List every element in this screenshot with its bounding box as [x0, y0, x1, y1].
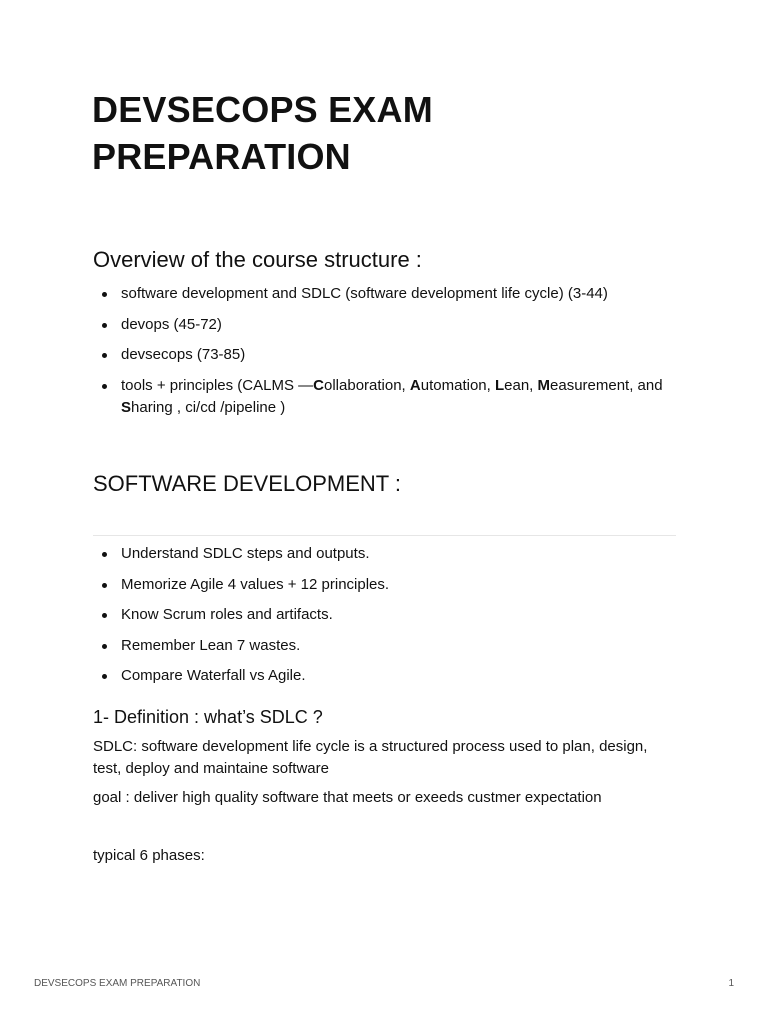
- tools-principles-text: [121, 377, 663, 416]
- page-title: DEVSECOPS EXAM PREPARATION: [92, 89, 433, 177]
- bullet-icon: [102, 552, 107, 557]
- list-item-text: devsecops (73-85): [121, 346, 246, 364]
- calms-a-letter: A: [409, 376, 421, 394]
- goal-paragraph: goal : deliver high quality software that meets or exeeds custmer expectation: [93, 789, 602, 806]
- bullet-icon: [102, 384, 107, 389]
- footer-title: DEVSECOPS EXAM PREPARATION: [34, 978, 201, 989]
- page-number: 1: [728, 978, 734, 989]
- list-item-text: Understand SDLC steps and outputs.: [121, 545, 370, 562]
- list-item: [93, 574, 673, 596]
- bullet-icon: [102, 674, 107, 679]
- calms-m-rest: easurement, and: [550, 376, 663, 394]
- list-item: [93, 604, 673, 626]
- list-item: [93, 344, 673, 366]
- calms-l-letter: L: [494, 376, 505, 394]
- list-item: [93, 635, 673, 657]
- phases-paragraph: typical 6 phases:: [93, 847, 205, 864]
- bullet-icon: [102, 613, 107, 618]
- list-item: [93, 283, 673, 305]
- list-item-text: Memorize Agile 4 values + 12 principles.: [121, 575, 390, 593]
- tools-prefix: tools + principles (CALMS —: [121, 376, 314, 394]
- bullet-icon: [102, 583, 107, 588]
- list-item: [93, 543, 673, 565]
- list-item-text: Compare Waterfall vs Agile.: [121, 667, 306, 685]
- calms-l-rest: ean,: [504, 376, 538, 394]
- calms-m-letter: M: [537, 376, 551, 394]
- bullet-icon: [102, 323, 107, 328]
- bullet-icon: [102, 292, 107, 297]
- list-item-text: Remember Lean 7 wastes.: [121, 636, 301, 654]
- list-item: [93, 314, 673, 336]
- list-item-text: software development and SDLC (software development life cycle) (3-44): [121, 285, 608, 302]
- list-item: [93, 375, 673, 419]
- overview-heading: Overview of the course structure :: [93, 247, 422, 272]
- sdlc-definition-paragraph: SDLC: software development life cycle is a structured process used to plan, design, test, deploy and maintaine software: [93, 738, 648, 777]
- software-development-list: [93, 543, 673, 696]
- software-development-heading: SOFTWARE DEVELOPMENT :: [93, 471, 402, 496]
- calms-s-rest: haring , ci/cd /pipeline ): [131, 398, 286, 416]
- calms-c-letter: C: [313, 376, 324, 394]
- section-divider: [93, 535, 676, 536]
- calms-a-rest: utomation,: [420, 376, 495, 394]
- calms-s-letter: S: [121, 398, 132, 416]
- calms-c-rest: ollaboration,: [324, 376, 410, 394]
- list-item-text: Know Scrum roles and artifacts.: [121, 606, 333, 624]
- overview-list: [93, 283, 673, 427]
- list-item-text: devops (45-72): [121, 315, 222, 333]
- bullet-icon: [102, 353, 107, 358]
- definition-heading: 1- Definition : what’s SDLC ?: [93, 707, 323, 727]
- list-item: [93, 665, 673, 687]
- bullet-icon: [102, 644, 107, 649]
